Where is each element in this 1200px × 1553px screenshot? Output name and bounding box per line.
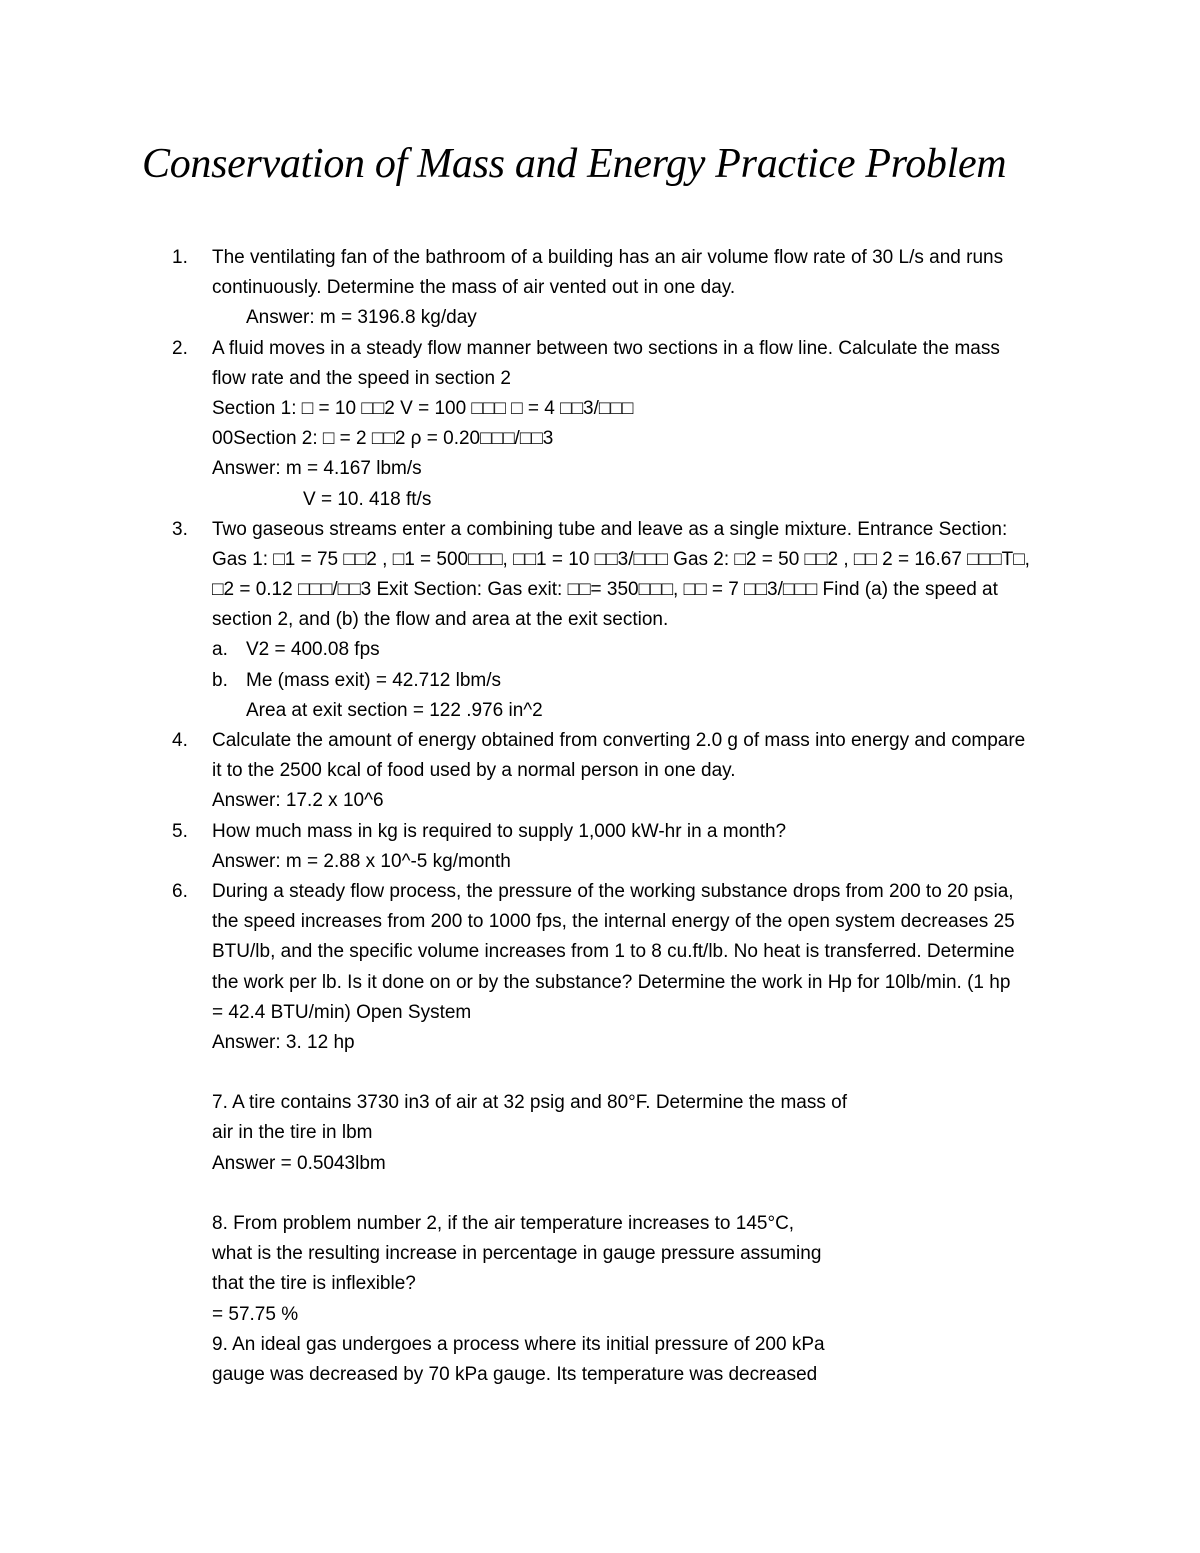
problem-7-line-2 bbox=[0, 1118, 1200, 1148]
problem-3-line-4 bbox=[0, 605, 1200, 635]
problem-1-answer bbox=[0, 303, 1200, 333]
problem-text: Calculate the amount of energy obtained from converting 2.0 g of mass into energy and compare bbox=[212, 730, 1026, 751]
problem-text: what is the resulting increase in percentage in gauge pressure assuming bbox=[212, 1243, 822, 1265]
page-title: Conservation of Mass and Energy Practice Problem bbox=[142, 141, 1007, 187]
problem-6-line-2 bbox=[0, 907, 1200, 937]
problem-text: continuously. Determine the mass of air vented out in one day. bbox=[212, 277, 736, 299]
problem-3-extra bbox=[0, 696, 1200, 726]
problem-9-line-1 bbox=[0, 1330, 1200, 1360]
problem-text: air in the tire in lbm bbox=[212, 1122, 373, 1144]
problem-2-line-4 bbox=[0, 424, 1200, 454]
problem-6-line-3 bbox=[0, 937, 1200, 967]
answer-text: Answer: 17.2 x 10^6 bbox=[212, 790, 384, 812]
problem-4-line-3 bbox=[0, 786, 1200, 816]
answer-text: Answer: m = 4.167 lbm/s bbox=[212, 458, 422, 480]
problem-text: that the tire is inflexible? bbox=[212, 1273, 416, 1295]
answer-text: Answer: m = 3196.8 kg/day bbox=[246, 307, 477, 329]
problem-2-line-3 bbox=[0, 394, 1200, 424]
problem-6-line-1 bbox=[0, 877, 1200, 907]
answer-text: Answer = 0.5043lbm bbox=[212, 1152, 386, 1174]
problem-6-line-6 bbox=[0, 1028, 1200, 1058]
problem-text: = 42.4 BTU/min) Open System bbox=[212, 1001, 472, 1023]
problem-1-line-2 bbox=[0, 273, 1200, 303]
problem-number: 6. bbox=[172, 880, 188, 902]
problem-2-line-1 bbox=[0, 334, 1200, 364]
problem-text: the work per lb. Is it done on or by the substance? Determine the work in Hp for 10lb/min. (1 hp bbox=[212, 971, 1011, 993]
problem-number: 3. bbox=[172, 518, 188, 540]
problem-6-line-4 bbox=[0, 968, 1200, 998]
problem-3-item-b bbox=[0, 666, 1200, 696]
item-text: Area at exit section = 122 .976 in^2 bbox=[246, 699, 543, 721]
problem-3-item-a bbox=[0, 635, 1200, 665]
answer-text: Answer: 3. 12 hp bbox=[212, 1031, 355, 1053]
problem-4-line-1 bbox=[0, 726, 1200, 756]
problem-7-line-1 bbox=[0, 1088, 1200, 1118]
answer-text: = 57.75 % bbox=[212, 1303, 299, 1325]
problem-text: The ventilating fan of the bathroom of a building has an air volume flow rate of 30 L/s and runs bbox=[212, 247, 1004, 268]
problem-4-line-2 bbox=[0, 756, 1200, 786]
problem-text: the speed increases from 200 to 1000 fps, the internal energy of the open system decreases 25 bbox=[212, 911, 1015, 933]
spacer bbox=[0, 1179, 1200, 1209]
problem-text: Gas 1: □1 = 75 □□2 , □1 = 500□□□, □□1 = 10 □□3/□□□ Gas 2: □2 = 50 □□2 , □□ 2 = 16.67 □□□T□, bbox=[212, 548, 1030, 570]
problem-8-line-1 bbox=[0, 1209, 1200, 1239]
problem-text: 8. From problem number 2, if the air temperature increases to 145°C, bbox=[212, 1213, 795, 1234]
problem-8-line-2 bbox=[0, 1239, 1200, 1269]
item-text: Me (mass exit) = 42.712 lbm/s bbox=[246, 669, 502, 691]
problem-text: 7. A tire contains 3730 in3 of air at 32 psig and 80°F. Determine the mass of bbox=[212, 1092, 847, 1114]
problem-text: During a steady flow process, the pressure of the working substance drops from 200 to 20 psia, bbox=[212, 880, 1014, 902]
problem-text: A fluid moves in a steady flow manner between two sections in a flow line. Calculate the mass bbox=[212, 337, 1000, 359]
problem-text: flow rate and the speed in section 2 bbox=[212, 367, 511, 389]
item-label: a. bbox=[212, 639, 228, 661]
answer-text: Answer: m = 2.88 x 10^-5 kg/month bbox=[212, 850, 511, 872]
problem-3-line-1 bbox=[0, 515, 1200, 545]
problem-2-line-5 bbox=[0, 454, 1200, 484]
problem-3-line-3 bbox=[0, 575, 1200, 605]
problem-text: 00Section 2: □ = 2 □□2 ρ = 0.20□□□/□□3 bbox=[212, 428, 554, 450]
problem-5-line-1 bbox=[0, 817, 1200, 847]
problem-number: 2. bbox=[172, 337, 188, 359]
problem-6-line-5 bbox=[0, 998, 1200, 1028]
problem-8-line-3 bbox=[0, 1269, 1200, 1299]
problem-2-answer-2 bbox=[0, 485, 1200, 515]
problem-text: Two gaseous streams enter a combining tube and leave as a single mixture. Entrance Section: bbox=[212, 518, 1008, 540]
problem-text: 9. An ideal gas undergoes a process where its initial pressure of 200 kPa bbox=[212, 1333, 825, 1355]
problem-2-line-2 bbox=[0, 364, 1200, 394]
problem-number: 5. bbox=[172, 820, 188, 842]
problem-text: □2 = 0.12 □□□/□□3 Exit Section: Gas exit: □□= 350□□□, □□ = 7 □□3/□□□ Find (a) the speed at bbox=[212, 579, 998, 601]
problem-8-line-4 bbox=[0, 1300, 1200, 1330]
problem-text: it to the 2500 kcal of food used by a normal person in one day. bbox=[212, 760, 736, 782]
problem-text: How much mass in kg is required to supply 1,000 kW-hr in a month? bbox=[212, 820, 787, 842]
problem-1-line-1 bbox=[0, 243, 1200, 273]
problem-5-line-2 bbox=[0, 847, 1200, 877]
item-label: b. bbox=[212, 669, 228, 691]
item-text: V2 = 400.08 fps bbox=[246, 639, 380, 661]
problem-text: Section 1: □ = 10 □□2 V = 100 □□□ □ = 4 □□3/□□□ bbox=[212, 397, 634, 419]
problem-text: gauge was decreased by 70 kPa gauge. Its temperature was decreased bbox=[212, 1363, 818, 1385]
problem-text: section 2, and (b) the flow and area at the exit section. bbox=[212, 609, 669, 631]
problem-number: 4. bbox=[172, 730, 188, 751]
problem-7-line-3 bbox=[0, 1149, 1200, 1179]
problem-3-line-2 bbox=[0, 545, 1200, 575]
spacer bbox=[0, 1058, 1200, 1088]
problem-number: 1. bbox=[172, 247, 188, 268]
answer-text: V = 10. 418 ft/s bbox=[303, 488, 432, 510]
problem-list bbox=[0, 243, 1200, 1390]
problem-text: BTU/lb, and the specific volume increases from 1 to 8 cu.ft/lb. No heat is transferred. Determine bbox=[212, 941, 1015, 963]
problem-9-line-2 bbox=[0, 1360, 1200, 1390]
